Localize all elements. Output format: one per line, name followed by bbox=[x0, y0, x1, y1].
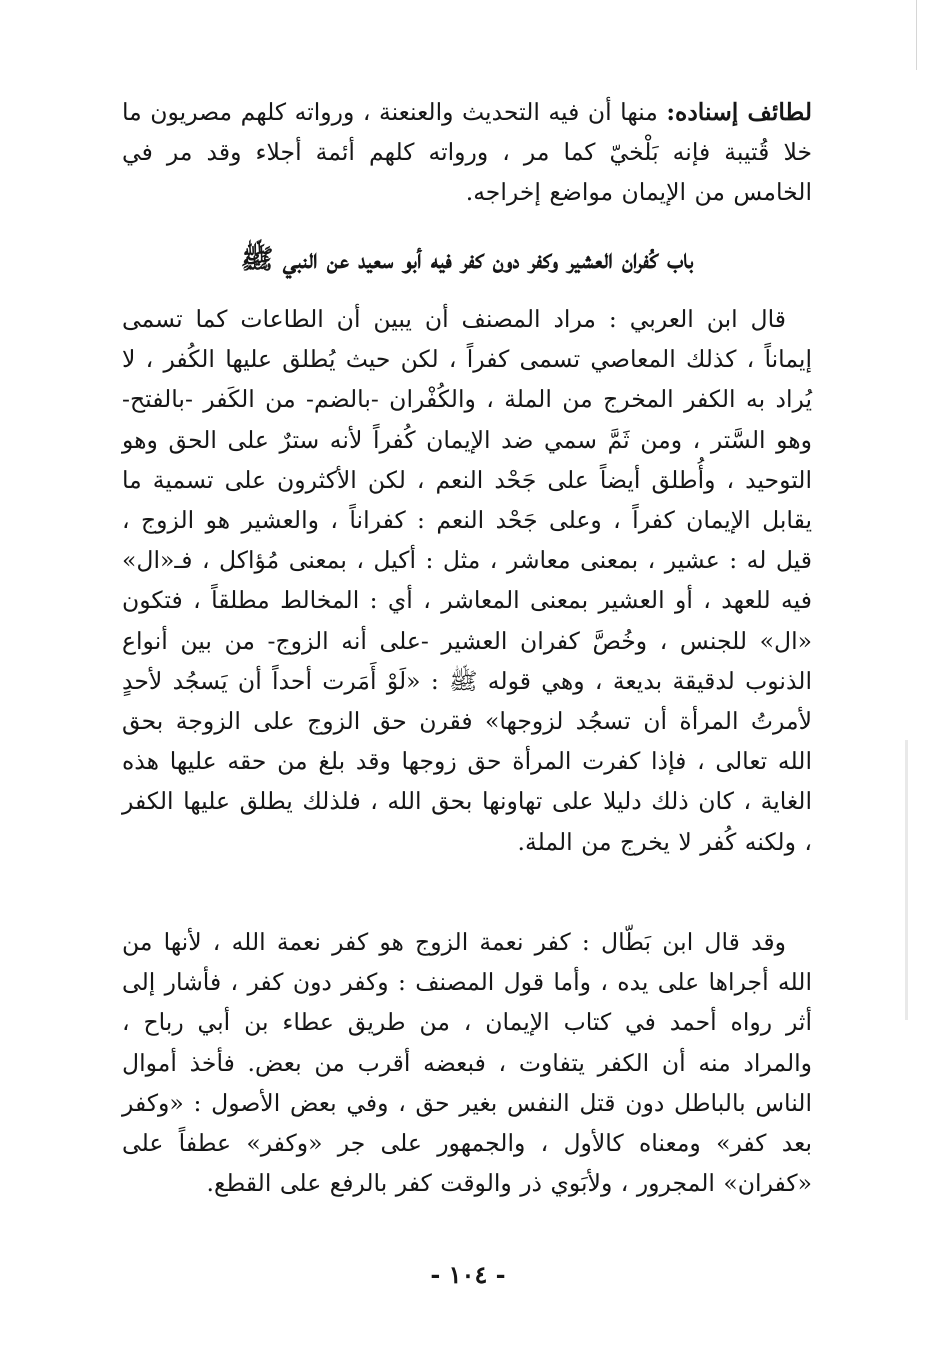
ibn-battal-section bbox=[122, 922, 812, 1203]
isnad-paragraph bbox=[122, 92, 812, 213]
isnad-section bbox=[122, 92, 812, 213]
isnad-lead: لطائف إسناده: bbox=[666, 98, 812, 126]
ibn-arabi-paragraph: قال ابن العربي : مراد المصنف أن يبين أن الطاعات كما تسمى إيماناً ، كذلك المعاصي تسمى كفراً ، لكن حيث يُطلق عليها الكُفر ، لا يُراد به الكفر المخرج من الملة ، والكُفْران -بالضم- من الكَفر -بالفتح- وهو السَّتر ، ومن ثَمَّ سمي ضد الإيمان كُفراً لأنه سترٌ على الحق وهو التوحيد ، وأُطلق أيضاً على جَحْد النعم ، لكن الأكثرون على تسمية ما يقابل الإيمان كفراً ، وعلى جَحْد النعم : كفراناً ، والعشير هو الزوج ، قيل له : عشير ، بمعنى معاشر ، مثل : أكيل ، بمعنى مُؤاكل ، فـ«ال» فيه للعهد ، أو العشير بمعنى المعاشر ، أي : المخالط مطلقاً ، فتكون «ال» للجنس ، وخُصَّ كفران العشير -على أنه الزوج- من بين أنواع الذنوب لدقيقة بديعة ، وهي قوله ﷺ : «لَوْ أَمَرت أحداً أن يَسجُد لأحدٍ لأمرتُ المرأة أن تسجُد لزوجها» فقرن حق الزوج على الزوجة بحق الله تعالى ، فإذا كفرت المرأة حق زوجها وقد بلغ من حقه عليها هذه الغاية ، كان ذلك دليلا على تهاونها بحق الله ، فلذلك يطلق عليها الكفر ، ولكنه كُفر لا يخرج من الملة. bbox=[122, 305, 812, 856]
chapter-heading: باب كُفران العشير وكفر دون كفر فيه أبو سعيد عن النبي ﷺ bbox=[240, 244, 694, 275]
scan-shadow-mark bbox=[905, 740, 908, 1020]
ibn-arabi-section bbox=[122, 299, 812, 862]
page-number: - ١٠٤ - bbox=[430, 1260, 506, 1289]
ibn-battal-paragraph: وقد قال ابن بَطّال : كفر نعمة الزوج هو كفر نعمة الله ، لأنها من الله أجراها على يده ، وأما قول المصنف : وكفر دون كفر ، فأشار إلى أثر رواه أحمد في كتاب الإيمان ، من طريق عطاء بن أبي رباح ، والمراد منه أن الكفر يتفاوت ، فبعضه أقرب من بعض. فأخذ أموال الناس بالباطل دون قتل النفس بغير حق ، وفي بعض الأصول : «وكفر بعد كفر» ومعناه كالأول ، والجمهور على جر «وكفر» عطفاً على «كفران» المجرور ، ولأبَوي ذر والوقت كفر بالرفع على القطع. bbox=[122, 928, 812, 1198]
isnad-text: منها أن فيه التحديث والعنعنة ، ورواته كلهم مصريون ما خلا قُتيبة فإنه بَلْخيّ كما مر ، ورواته كلهم أئمة أجلاء وقد مر في الخامس من الإيمان مواضع إخراجه. bbox=[122, 98, 812, 207]
scan-edge-mark bbox=[916, 0, 917, 70]
